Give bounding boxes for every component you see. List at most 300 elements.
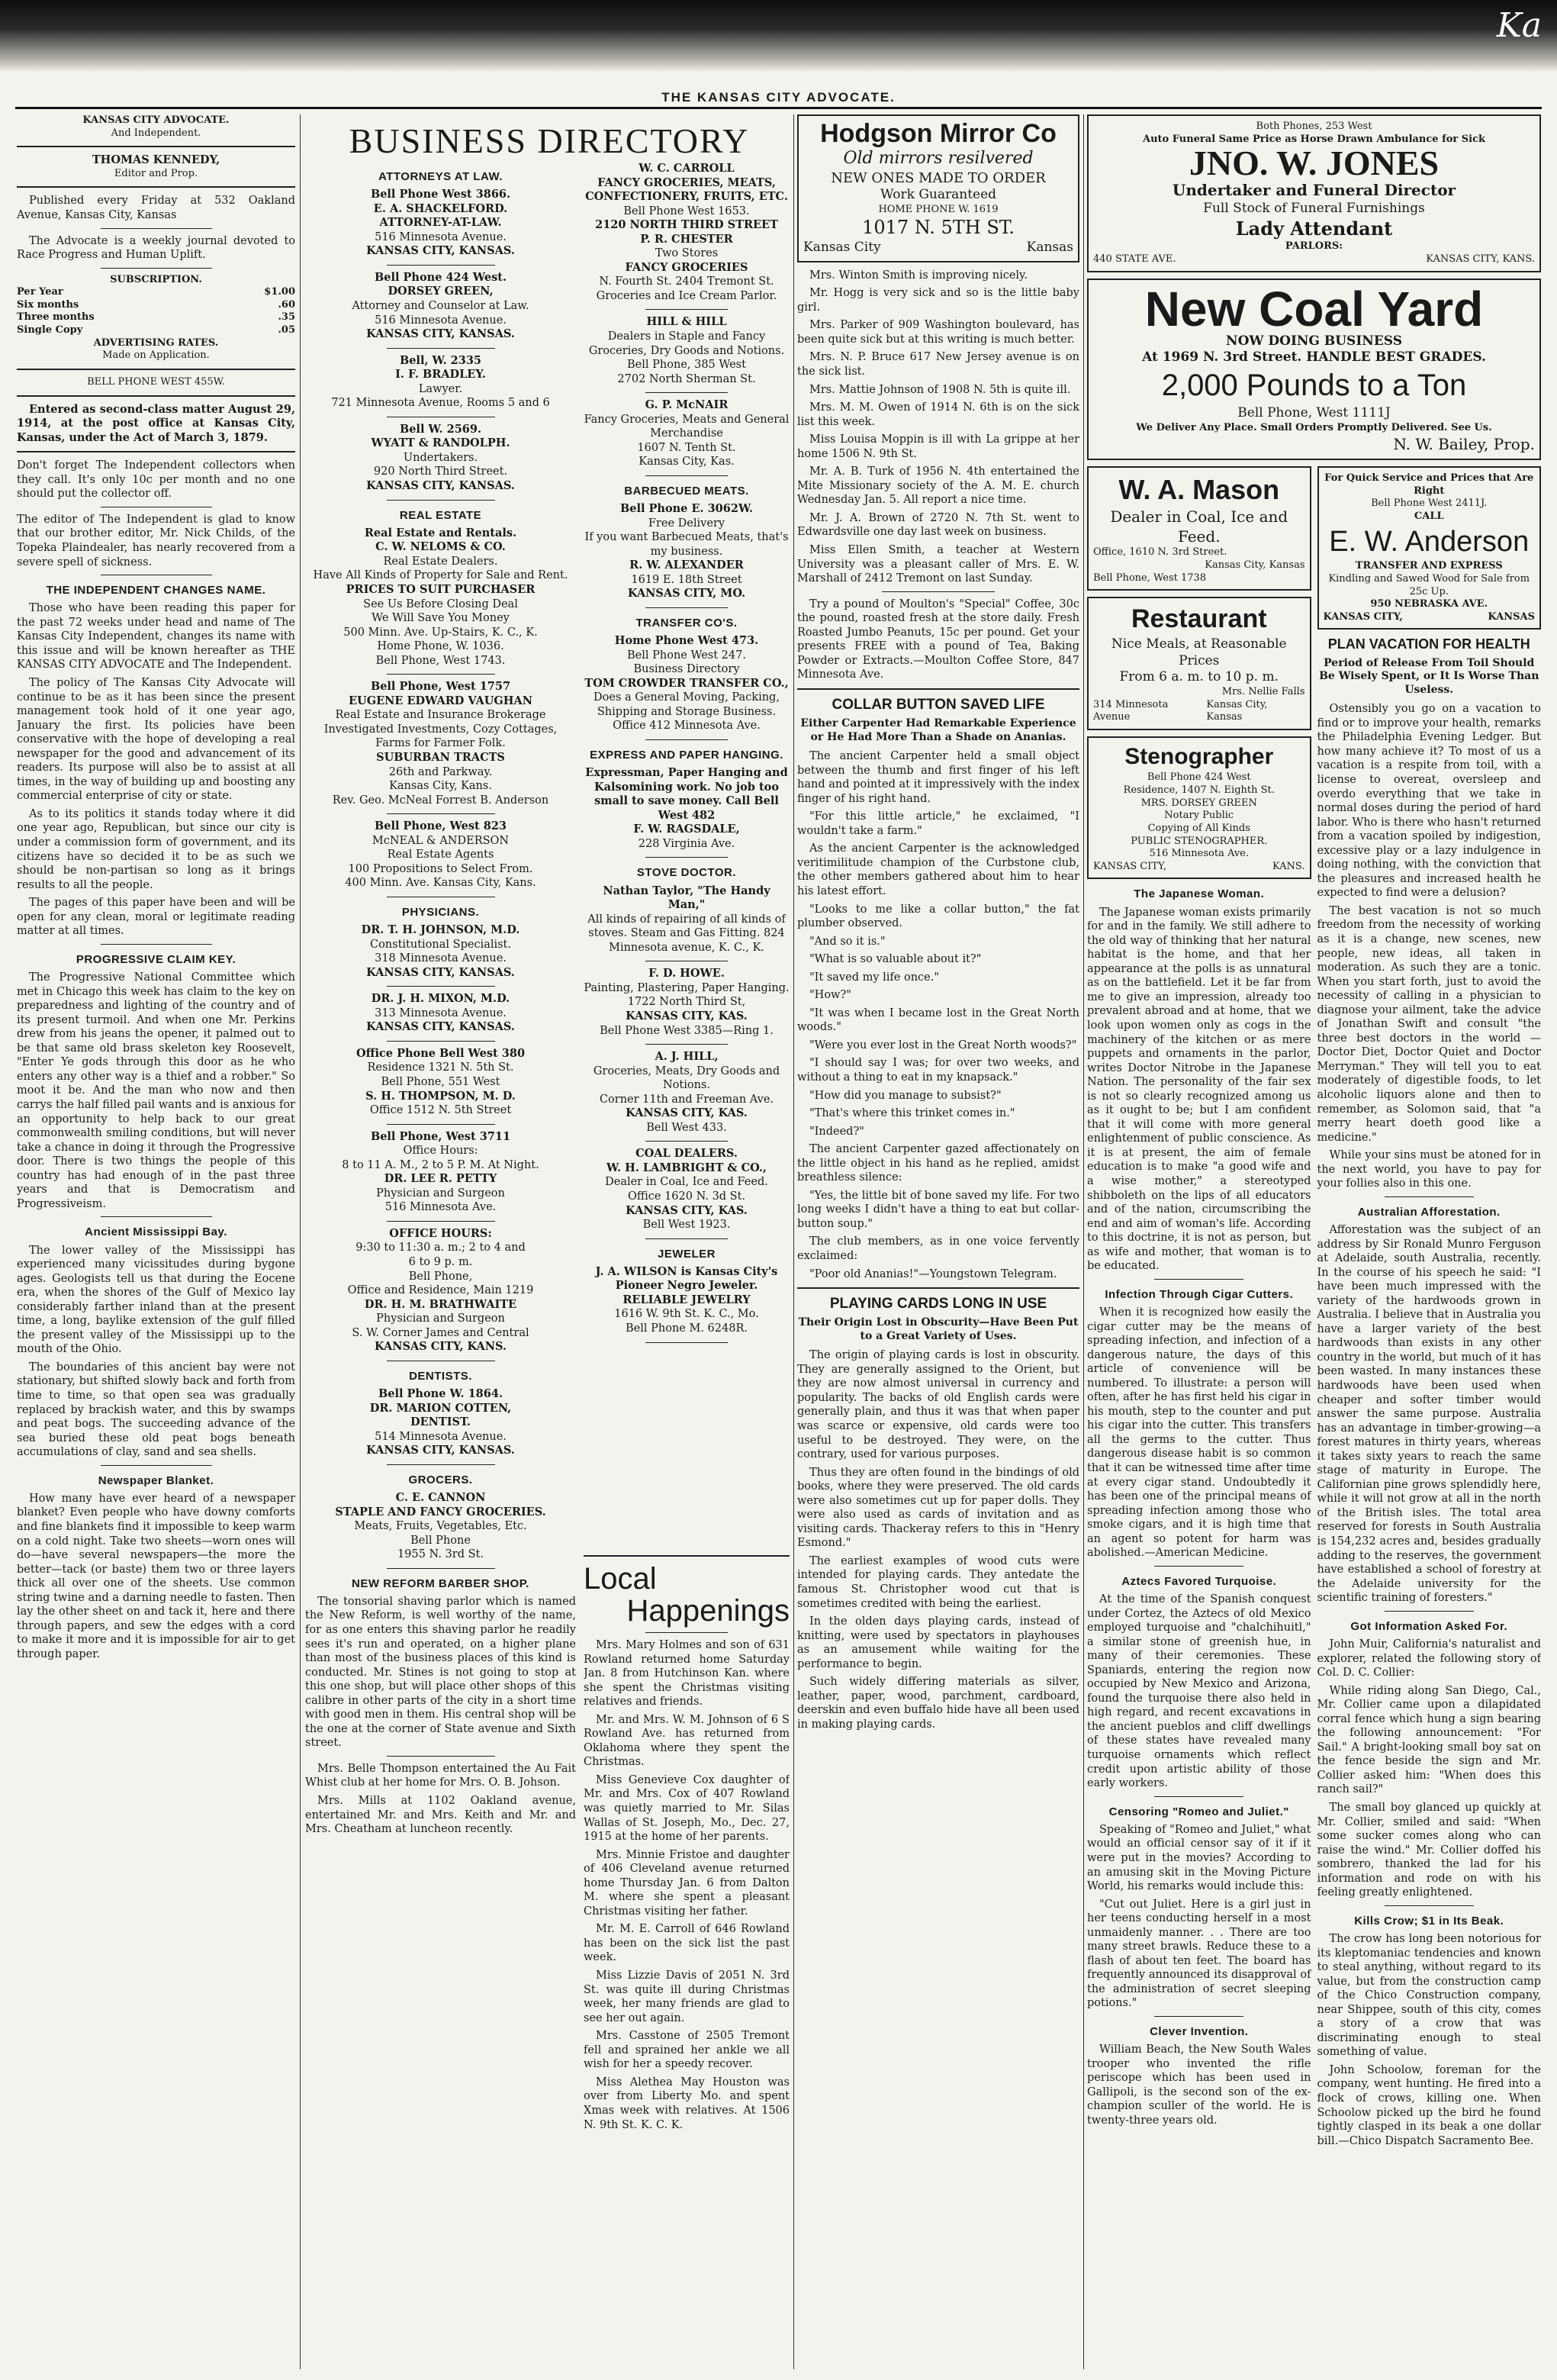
listing-line: KANSAS CITY, KAS.: [626, 1010, 748, 1023]
masthead-subtitle: And Independent.: [111, 127, 201, 139]
ad-name: Hodgson Mirror Co: [820, 119, 1057, 148]
article-paragraph: Speaking of "Romeo and Juliet," what would an official censor say of it if it were put in the movies? According to an amusing skit in the Moving Picture World, his remarks would include this:: [1087, 1823, 1311, 1893]
listing-line: PRICES TO SUIT PURCHASER: [346, 582, 536, 596]
directory-column-left: [305, 114, 576, 2373]
article-paragraph: As to its politics it stands today where it did one year ago, Republican, but since our city is under a commission form of government, and its citizens have so decided it to be as such we should be non-partisan so long as it brings results to all the people.: [17, 807, 295, 891]
listing-line: Bell Phone, West 823: [374, 820, 507, 833]
divider: [387, 265, 495, 266]
divider: [1154, 2016, 1243, 2017]
rate-price: .05: [278, 324, 295, 337]
listing-line: 500 Minn. Ave. Up-Stairs, K. C., K.: [343, 626, 538, 639]
listing-line: Bell Phone West 1653.: [623, 205, 750, 217]
listing-line: Kansas City, Kans.: [389, 780, 492, 793]
directory-listing: [584, 162, 790, 303]
column-5: [1087, 114, 1541, 2373]
listing-line: 2702 North Sherman St.: [617, 372, 756, 385]
article-paragraph: The Progressive National Committee which met in Chicago this week has claim to the key on preparedness and lighting of the country and of its present turmoil. And when one Mr. Perkins drew from his jeans the opener, it palmed out to be that same old brass skeleton key Roosevelt, "Enter Ye gods through this door as he who enters any other way is a thief and a robber." So moot it be. And the man who now and then carrys the half filled pail wants and is anxious for an opportunity to help back to our great commonwealth smiling conditions, but will never take a chance in doing it through the Progressive door. There is two things the people of this country has had enough of in the past three years and that is Democratism and Progressiveism.: [17, 971, 295, 1210]
listing-line: Bell Phone, 385 West: [627, 359, 746, 372]
article-paragraph: When it is recognized how easily the cigar cutter may be the means of spreading infection, and infection of a dangerous nature, the days of this article of convenience will be numbered. To illustrate: a person will often, after he has first held his cigar in his mouth, step to the counter and put his cigar into the cutter. This transfers all the germs to the cutter. Thus dangerous disease habit is so common that it can be witnessed time after time at every cigar stand. Undoubtedly it has been one of the principal means of spreading infection among those who smoke cigars, and it is high time that an agent so potent for harm was abolished.—American Medicine.: [1087, 1306, 1311, 1560]
listing-line: Have All Kinds of Property for Sale and Rent.: [313, 569, 568, 582]
listing-line: E. A. SHACKELFORD.: [373, 201, 508, 215]
article-paragraph: The earliest examples of wood cuts were intended for playing cards. They antedate the famous St. Christopher wood cut that is sometimes credited with being the earliest.: [797, 1554, 1079, 1610]
ad-address: 950 NEBRASKA AVE.: [1370, 598, 1488, 610]
listing-line: McNEAL & ANDERSON: [372, 834, 510, 847]
rate-row: [17, 311, 295, 324]
personal-item: Mr. Hogg is very sick and so is the little baby girl.: [797, 287, 1079, 314]
listing-line: RELIABLE JEWELRY: [622, 1293, 751, 1306]
divider: [645, 475, 728, 476]
personal-item: Miss Ellen Smith, a teacher at Western University was a pleasant caller of Mrs. E. W. Marshall of 2412 Tremont on last Sunday.: [797, 544, 1079, 585]
ad-state: KANS.: [1272, 860, 1305, 872]
article-paragraph: "Cut out Juliet. Here is a girl just in her teens conducting herself in a most unmaidenly manner. . . There are too many street brawls. Reduce these to a flash of about ten feet. The board has frequently announced its disapproval of the administration of secret sleeping potions.": [1087, 1898, 1311, 2010]
local-title-2: Happenings: [626, 1594, 790, 1628]
listing-line: KANSAS CITY, KANSAS.: [366, 1444, 515, 1457]
article-title: PLAYING CARDS LONG IN USE: [829, 1296, 1047, 1312]
ad-city: Kansas City: [803, 239, 881, 255]
divider: [101, 1216, 212, 1217]
listing-line: DORSEY GREEN,: [388, 285, 494, 298]
moulton-ad: Try a pound of Moulton's "Special" Coffee, 30c the pound, roasted fresh at the store daily. Fresh Roasted Jumbo Peanuts, 15c per pound. Get your presents FREE with a pound of Tea, Baking Powder or Extracts.—Moulton Coffee Store, 847 Minnesota Ave.: [797, 597, 1079, 681]
article-paragraph: Those who have been reading this paper for the past 72 weeks under head and name of The Kansas City Independent, changes its name with this issue and will be known hereafter as THE KANSAS CITY ADVOCATE and The Independent.: [17, 602, 295, 671]
article-paragraph: John Schoolow, foreman for the company, went hunting. He fired into a flock of crows, killing one. When Schoolow picked up the bird he found tightly clasped in its beak a one dollar bill.—Chico Dispatch Sacramento Bee.: [1317, 2063, 1541, 2147]
directory-listing: [584, 1265, 790, 1336]
ad-line: MRS. DORSEY GREEN: [1140, 797, 1257, 809]
article-paragraph: "It was when I became lost in the Great North woods.": [797, 1006, 1079, 1034]
listing-line: Painting, Plastering, Paper Hanging.: [584, 981, 790, 994]
directory-listing: [584, 884, 790, 955]
coal-yard-ad: [1087, 279, 1541, 461]
article-paragraph: Ostensibly you go on a vacation to find or to improve your health, remarks the Philadelphia Evening Ledger. But how many achieve it? To most of us a vacation is a respite from toil, with a license to overeat, oversleep and overdo everything that we take in normal doses during the period of hard labor. Who is there who hasn't returned from a vacation spoiled by indigestion, excessive play or a lazy indulgence in doing nothing, with the conviction that the pleasures and increased health he expected to find were a delusion?: [1317, 703, 1541, 900]
article-paragraph: "It saved my life once.": [809, 971, 940, 984]
article-paragraph: "How did you manage to subsist?": [809, 1089, 1002, 1102]
personal-item: Mr. A. B. Turk of 1956 N. 4th entertained the Mite Missionary society of the A. M. E. church Wednesday Jan. 5. All report a nice time.: [797, 465, 1079, 507]
listing-line: N. Fourth St. 2404 Tremont St.: [599, 275, 774, 288]
article-paragraph: The policy of The Kansas City Advocate will continue to be as it has been since the present management took hold of it one year ago, January the first. Its policies have been conservative with the hope of developing a real newspaper for the good and advancement of its readers. Its purpose will also be to assist at all times, in the way of building up and boosting any commercial enterprise of city or state.: [17, 677, 295, 803]
article-dek: Either Carpenter Had Remarkable Experience or He Had More Than a Shade on Ananias.: [800, 717, 1076, 744]
ad-address: 440 STATE AVE.: [1093, 253, 1176, 265]
article-title: Censoring "Romeo and Juliet.": [1108, 1805, 1289, 1818]
rate-row: [17, 286, 295, 299]
rate-label: Single Copy: [17, 324, 83, 337]
divider: [387, 500, 495, 501]
mission-statement: The Advocate is a weekly journal devoted to Race Progress and Human Uplift.: [17, 234, 295, 262]
directory-listing: [584, 766, 790, 851]
article-body: [797, 749, 1079, 1281]
listing-line: Corner 11th and Freeman Ave.: [599, 1093, 774, 1106]
listing-line: Rev. Geo. McNeal Forrest B. Anderson: [332, 794, 549, 807]
listing-line: KANSAS CITY, KANSAS.: [366, 244, 515, 258]
listing-line: FANCY GROCERIES: [625, 260, 748, 274]
rate-row: [17, 299, 295, 312]
divider: [882, 591, 995, 592]
listing-line: KANSAS CITY, KANSAS.: [366, 327, 515, 341]
listing-line: WYATT & RANDOLPH.: [371, 436, 510, 450]
listing-line: I. F. BRADLEY.: [395, 368, 486, 382]
listing-line: OFFICE HOURS:: [389, 1226, 492, 1240]
divider: [1154, 1279, 1243, 1280]
directory-listing: [305, 820, 576, 890]
listing-line: 100 Propositions to Select From.: [348, 862, 533, 875]
column-4: [797, 114, 1079, 2373]
listing-line: Bell Phone,: [408, 1270, 473, 1283]
listing-line: KANSAS CITY, MO.: [627, 587, 746, 601]
rate-label: Per Year: [17, 286, 63, 298]
personal-item: Mrs. M. M. Owen of 1914 N. 6th is on the sick list this week.: [797, 401, 1079, 428]
article-title: Newspaper Blanket.: [98, 1473, 214, 1487]
article-title: Infection Through Cigar Cutters.: [1105, 1287, 1294, 1301]
directory-listing: [305, 188, 576, 259]
listing-line: Bell West 433.: [646, 1121, 727, 1134]
ad-line: PUBLIC STENOGRAPHER.: [1131, 835, 1268, 847]
listing-line: Nathan Taylor, "The Handy Man,": [603, 884, 770, 912]
listing-line: C. E. CANNON: [395, 1490, 486, 1504]
listing-line: S. H. THOMPSON, M. D.: [365, 1089, 516, 1103]
listing-line: Lawyer.: [418, 382, 463, 395]
article-title: PLAN VACATION FOR HEALTH: [1327, 636, 1530, 652]
divider: [387, 1756, 495, 1757]
mason-ad: [1087, 466, 1311, 591]
listing-line: DR. T. H. JOHNSON, M.D.: [361, 923, 520, 937]
listing-line: Office 1620 N. 3d St.: [627, 1190, 746, 1203]
directory-listing: [305, 1227, 576, 1354]
divider: [1154, 1796, 1243, 1797]
local-item: Mrs. Casstone of 2505 Tremont fell and sprained her ankle we all wish for her a speedy recover.: [584, 2030, 790, 2071]
directory-section-heading: BARBECUED MEATS.: [624, 484, 749, 498]
article-paragraph: Afforestation was the subject of an address by Sir Ronald Munro Ferguson at Adelaide, south Australia, recently. In the course of his speech he said: "I have been much impressed with the variety of the hardwoods grown in Australia. I believe that in Australia you have a larger variety of the best hardwoods than exists in any other country in the world, but much of it has been wasted. In many instances these hardwoods have been used when cheaper and softer timber would answer the same purpose. Australia has an advantage in timber-growing—a forest matures in thirty years, whereas it takes sixty years to reach the same stage of maturity in Europe. The Californian pine grows splendidly here, while it will not grow at all in the north of the British isles. The total area reserved for forests in South Australia is 154,232 acres and, besides gradually adding to the reserves, the government have established a school of forestry at the Adelaide university for the scientific training of foresters.": [1317, 1224, 1541, 1605]
listing-line: W. H. LAMBRIGHT & CO.,: [606, 1161, 767, 1174]
listing-line: Kansas City, Kas.: [639, 456, 735, 469]
listing-line: 920 North Third Street.: [373, 465, 508, 478]
article-paragraph: "That's where this trinket comes in.": [809, 1107, 1015, 1120]
ad-line: From 6 a. m. to 10 p. m.: [1119, 669, 1279, 685]
article-title: THE INDEPENDENT CHANGES NAME.: [46, 584, 266, 597]
directory-section-heading: JEWELER: [657, 1247, 716, 1261]
divider: [645, 1632, 728, 1633]
local-item: Mrs. Minnie Fristoe and daughter of 406 Cleveland avenue returned home Thursday Jan. 6 from Dalton M. where she spent a pleasant Christmas visiting her father.: [584, 1848, 790, 1918]
listing-line: Bell Phone 424 West.: [374, 270, 507, 284]
subscription-title: SUBSCRIPTION.: [110, 273, 202, 285]
listing-line: 516 Minnesota Avenue.: [375, 314, 507, 327]
divider: [387, 1568, 495, 1569]
listing-line: 318 Minnesota Avenue.: [375, 952, 507, 965]
ad-name: New Coal Yard: [1144, 281, 1484, 337]
listing-line: KANSAS CITY, KAS.: [626, 1106, 748, 1120]
advertising-title: ADVERTISING RATES.: [93, 337, 219, 349]
divider: [101, 1465, 212, 1466]
directory-section-heading: EXPRESS AND PAPER HANGING.: [590, 748, 783, 762]
divider: [101, 944, 212, 945]
listing-line: 313 Minnesota Avenue.: [375, 1006, 507, 1019]
directory-section-heading: REAL ESTATE: [399, 508, 482, 522]
listing-line: F. D. HOWE.: [648, 967, 725, 981]
jones-ad: [1087, 114, 1541, 272]
listing-line: Office and Residence, Main 1219: [347, 1284, 534, 1297]
ad-line: At 1969 N. 3rd Street. HANDLE BEST GRADES.: [1142, 349, 1486, 366]
ad-line: HOME PHONE W. 1619: [878, 203, 999, 215]
rate-price: .35: [278, 311, 295, 324]
ad-city: KANSAS CITY,: [1093, 860, 1167, 872]
listing-line: 516 Minnesota Ave.: [384, 1201, 497, 1214]
ad-name: E. W. Anderson: [1329, 525, 1530, 558]
article-title: Ancient Mississippi Bay.: [85, 1225, 227, 1239]
masthead-title: KANSAS CITY ADVOCATE.: [82, 114, 230, 126]
article-paragraph: The ancient Carpenter held a small object between the thumb and first finger of his left hand and pointed at it impressively with the index finger of his right hand.: [797, 750, 1079, 805]
ad-line: Auto Funeral Same Price as Horse Drawn Ambulance for Sick: [1143, 133, 1485, 145]
ad-line: TRANSFER AND EXPRESS: [1355, 560, 1503, 572]
note-paragraph: The editor of The Independent is glad to know that our brother editor, Mr. Nick Childs, of the Topeka Plaindealer, has nearly recovered from a severe spell of sickness.: [17, 513, 295, 568]
local-item: Miss Lizzie Davis of 2051 N. 3rd St. was quite ill during Christmas week, her many friends are glad to see her out again.: [584, 1969, 790, 2024]
listing-line: Bell Phone, West 3711: [370, 1129, 511, 1143]
ad-line: CALL: [1414, 510, 1444, 523]
stenographer-ad: [1087, 736, 1311, 879]
listing-line: Residence 1321 N. 5th St.: [367, 1061, 514, 1074]
article-paragraph: William Beach, the New South Wales trooper who invented the rifle periscope which has been used in Gallipoli, is the second son of the ex-champion sculler of the world. He is twenty-three years old.: [1087, 2043, 1311, 2127]
ad-city: Kansas City, Kansas: [1206, 698, 1268, 723]
listing-line: Bell Phone, West 1743.: [375, 654, 506, 667]
listing-line: DR. LEE R. PETTY: [384, 1172, 497, 1186]
editor-name: THOMAS KENNEDY,: [92, 153, 220, 167]
personal-item: Mrs. N. P. Bruce 617 New Jersey avenue is on the sick list.: [797, 351, 1079, 378]
article-title: Aztecs Favored Turquoise.: [1121, 1574, 1277, 1588]
directory-listing: [584, 502, 790, 601]
listing-line: Bell Phone West 3385—Ring 1.: [600, 1024, 774, 1037]
listing-line: If you want Barbecued Meats, that's my business.: [584, 531, 789, 558]
directory-listing: [305, 1387, 576, 1458]
listing-line: 516 Minnesota Avenue.: [375, 230, 507, 243]
listing-line: Two Stores: [655, 247, 719, 260]
listing-line: KANSAS CITY, KANSAS.: [366, 1020, 515, 1034]
listing-line: DR. J. H. MIXON, M.D.: [371, 992, 510, 1006]
divider: [645, 392, 728, 393]
article-paragraph: Such widely differing materials as silver, leather, paper, wood, parchment, cardboard, deerskin and even buffalo hide have all been used in making playing cards.: [797, 1676, 1079, 1731]
listing-line: Real Estate Dealers.: [383, 555, 498, 568]
listing-line: All kinds of repairing of all kinds of stoves. Steam and Gas Fitting. 824 Minnesota avenue, K. C., K.: [587, 913, 786, 954]
ad-line: Nice Meals, at Reasonable Prices: [1111, 636, 1287, 668]
listing-line: Physician and Surgeon: [376, 1312, 505, 1325]
directory-list: [584, 162, 790, 1343]
article-paragraph: The origin of playing cards is lost in obscurity. They are generally assigned to the Orient, but they are now almost universal in currency and popularity. The backs of old English cards were generally plain, and thus it was that when paper was scarce or expensive, old cards were too useful to be destroyed. They were, on the contrary, used for various purposes.: [797, 1349, 1079, 1461]
divider: [387, 1221, 495, 1222]
ad-line: Residence, 1407 N. Eighth St.: [1123, 784, 1275, 797]
ad-line: 516 Minnesota Ave.: [1149, 848, 1249, 860]
article-paragraph: While riding along San Diego, Cal., Mr. Collier came upon a dilapidated corral fence which hung a sign bearing the following announcement: "For Sail." A bright-looking small boy sat on the fence beside the sign and Mr. Collier asked him: "When does this ranch sail?": [1317, 1684, 1541, 1796]
article-paragraph: "I should say I was; for over two weeks, and without a thing to eat in my knapsack.": [797, 1057, 1079, 1084]
listing-line: Attorney and Counselor at Law.: [352, 300, 529, 313]
listing-line: S. W. Corner James and Central: [352, 1326, 529, 1339]
listing-line: Business Directory: [633, 663, 740, 676]
ad-name: JNO. W. JONES: [1189, 143, 1440, 183]
directory-listing: [305, 423, 576, 494]
divider: [387, 1124, 495, 1125]
ad-phone: Bell Phone, West 1738: [1093, 572, 1207, 584]
article-title: The Japanese Woman.: [1134, 887, 1265, 901]
article-paragraph: As the ancient Carpenter is the acknowledged veritimilitude champion of the Curbstone club, the other members gathered about him to hear his latest effort.: [797, 842, 1079, 897]
ad-phone: Bell Phone, West 1111J: [1237, 405, 1391, 421]
directory-listing: [305, 923, 576, 980]
listing-line: Expressman, Paper Hanging and Kalsomining work. No job too small to save money. Call Bell West 482: [585, 766, 788, 822]
directory-listing: [305, 992, 576, 1035]
article-paragraph: The Japanese woman exists primarily for and in the family. We still adhere to the old way of thinking that her natural habitat is the home, and that her appearance at the polls is as unnatural as on the battlefield. Let it be far from me to give an impression, already too prevalent abroad and at home, that we look upon women only as cogs in the machinery of the kitchen or as mere puppets and ornaments in the parlor, writes Doctor Nitrobe in the Japanese Nation. The personality of the fair sex is not so clearly recognized among us as it ought to be; but I am confident that it will come with more general enlightenment of public conscience. As it is at present, the aim of female education is to make "a good wife and a wise mother," a stereotyped shibboleth on the lips of all educators and of the nation, circumscribing the end and aim of woman's life. According to this doctrine, it is not as person, but as wife and mother, that woman is to be educated.: [1087, 906, 1311, 1273]
listing-line: Real Estate and Insurance Brokerage: [335, 709, 546, 722]
listing-line: Bell Phone West 247.: [627, 649, 746, 662]
listing-line: A. J. HILL,: [655, 1050, 719, 1064]
divider: [797, 688, 1079, 690]
directory-listing: [305, 527, 576, 668]
editor-role: Editor and Prop.: [114, 167, 198, 179]
article-paragraph: "Were you ever lost in the Great North woods?": [809, 1039, 1077, 1052]
listing-line: Undertakers.: [403, 451, 478, 464]
personal-item: Miss Louisa Moppin is ill with La grippe at her home 1506 N. 9th St.: [797, 433, 1079, 460]
ad-city: Kansas City, Kansas: [1205, 559, 1305, 572]
listing-line: Investigated Investments, Cozy Cottages, Farms for Farmer Folk.: [323, 723, 558, 750]
personals-list: [797, 269, 1079, 586]
listing-line: Does a General Moving, Packing, Shipping and Storage Business.: [594, 691, 780, 718]
article-paragraph: While your sins must be atoned for in the next world, you have to pay for your follies also in this one.: [1317, 1149, 1541, 1190]
listing-line: ATTORNEY-AT-LAW.: [379, 216, 502, 230]
ad-line: NOW DOING BUSINESS: [1226, 333, 1402, 349]
article-paragraph: "Poor old Ananias!"—Youngstown Telegram.: [809, 1267, 1057, 1280]
ad-proprietor: N. W. Bailey, Prop.: [1393, 434, 1535, 453]
divider: [645, 857, 728, 858]
divider: [17, 451, 295, 452]
listing-line: Bell Phone E. 3062W.: [619, 502, 754, 516]
running-title: THE KANSAS CITY ADVOCATE.: [661, 90, 896, 105]
listing-line: Bell W. 2569.: [399, 422, 482, 436]
directory-listing: [584, 1147, 790, 1232]
listing-line: Meats, Fruits, Vegetables, Etc.: [354, 1520, 527, 1533]
ad-office: Office, 1610 N. 3rd Street.: [1093, 546, 1227, 559]
ad-title: Undertaker and Funeral Director: [1172, 181, 1456, 200]
ad-headline: 2,000 Pounds to a Ton: [1161, 369, 1467, 403]
directory-listing: [584, 967, 790, 1038]
divider: [645, 1238, 728, 1239]
listing-line: Bell Phone: [410, 1534, 471, 1547]
listing-line: KANSAS CITY, KANSAS.: [366, 965, 515, 979]
listing-line: SUBURBAN TRACTS: [376, 750, 505, 764]
listing-line: 1955 N. 3rd St.: [397, 1548, 484, 1561]
divider: [584, 1555, 790, 1557]
listing-line: HILL & HILL: [646, 315, 727, 329]
local-item: Miss Genevieve Cox daughter of Mr. and Mrs. Cox of 407 Rowland was quietly married to Mr. Silas Wallas of St. Joseph, Mo., Dec. 27, 1915 at the home of her parents.: [584, 1773, 790, 1844]
ad-line: Lady Attendant: [1235, 217, 1393, 240]
directory-listing: [305, 680, 576, 807]
article-dek: Period of Release From Toil Should Be Wisely Spent, or It Is Worse Than Useless.: [1319, 656, 1539, 697]
article-title: Clever Invention.: [1150, 2024, 1249, 2038]
personal-item: Mrs. Belle Thompson entertained the Au Fait Whist club at her home for Mrs. O. B. Johson.: [305, 1762, 576, 1789]
divider: [387, 674, 495, 675]
rate-price: $1.00: [264, 286, 295, 298]
directory-section-heading: TRANSFER CO'S.: [635, 616, 738, 630]
article-paragraph: "Indeed?": [809, 1125, 864, 1138]
listing-line: Real Estate and Rentals.: [364, 526, 517, 539]
ad-phone: Bell Phone West 2411J.: [1371, 498, 1488, 510]
ad-line: Copying of All Kinds: [1147, 822, 1250, 834]
listing-line: G. P. McNAIR: [645, 398, 729, 412]
article-paragraph: "For this little article," he exclaimed, "I wouldn't take a farm.": [797, 810, 1079, 837]
local-item: Mr. M. E. Carroll of 646 Rowland has been on the sick list the past week.: [584, 1923, 790, 1964]
article-paragraph: The boundaries of this ancient bay were not stationary, but shifted slowly back and forth from time to time, so that open sea was gradually replaced by brackish water, and this by swamps and peat bogs. The succeeding advance of the sea buried these old peat bogs beneath accumulations of clay, sand and sea shells.: [17, 1361, 295, 1459]
ad-state: Kansas: [1026, 239, 1073, 255]
divider: [17, 395, 295, 397]
article-paragraph: How many have ever heard of a newspaper blanket? Even people who have downy comforts and fine blankets find it impossible to keep warm on a cold night. Take two sheets—worn ones will do—have several newspapers—the more the better—tack (or baste) them two or three layers thick all over one of the sheets. Use common string twine and a darning needle to fasten. Then lay the other sheet on and tack it, here and there through papers, and sew the edges with a cord to make it more and it is impossible for air to get through paper.: [17, 1492, 295, 1660]
listing-line: 514 Minnesota Avenue.: [375, 1430, 507, 1443]
listing-line: Bell Phone West 3866.: [370, 188, 511, 201]
listing-line: Office 1512 N. 5th Street: [369, 1104, 512, 1117]
listing-line: Bell Phone W. 1864.: [378, 1387, 503, 1401]
listing-line: 9:30 to 11:30 a. m.; 2 to 4 and: [355, 1242, 526, 1254]
divider: [645, 739, 728, 740]
rate-row: [17, 324, 295, 337]
listing-line: Office 412 Minnesota Ave.: [613, 720, 761, 733]
note-paragraph: Don't forget The Independent collectors when they call. It's only 10c per month and no one should put the collector off.: [17, 459, 295, 501]
listing-line: 2120 NORTH THIRD STREET: [595, 218, 778, 232]
listing-line: 1722 North Third St,: [627, 996, 746, 1009]
divider: [645, 1044, 728, 1045]
ad-line: Old mirrors resilvered: [843, 148, 1034, 168]
article-paragraph: At the time of the Spanish conquest under Cortez, the Aztecs of old Mexico employed turquoise and "chalchihuitl," a similar stone of greenish hue, in many of their ceremonies. These Spaniards, entering the region now occupied by New Mexico and Arizona, found the turquoise there also held in high regard, and recent excavations in the ancient pueblos and cliff dwellings of these states have revealed many turquoise ornaments which reflect credit upon artistic ability of those early workers.: [1087, 1593, 1311, 1790]
rate-label: Six months: [17, 298, 79, 311]
article-paragraph: The crow has long been notorious for its kleptomaniac tendencies and known to steal anything, without regard to its value, but from the construction camp of the Chico Construction company, near Shippee, south of this city, comes a story of a crow that was discriminating enough to steal something of value.: [1317, 1932, 1541, 2059]
personal-item: Mrs. Mattie Johnson of 1908 N. 5th is quite ill.: [809, 383, 1071, 396]
local-item: Mr. and Mrs. W. M. Johnson of 6 S Rowland Ave. has returned from Oklahoma where they spent the Christmas.: [584, 1713, 790, 1769]
personal-item: Mrs. Mills at 1102 Oakland avenue, entertained Mr. and Mrs. Keith and Mr. and Mrs. Cheatham at luncheon recently.: [305, 1794, 576, 1836]
ad-line: Dealer in Coal, Ice and Feed.: [1110, 507, 1288, 546]
article-paragraph: The small boy glanced up quickly at Mr. Collier, smiled and said: "When some sucker comes along who can raise the wind." Mr. Collier doffed his sombrero, thanked the lad for his information and rode on with his feeling greatly enlightened.: [1317, 1801, 1541, 1899]
directory-section-heading: NEW REFORM BARBER SHOP.: [352, 1576, 529, 1590]
article-title: COLLAR BUTTON SAVED LIFE: [832, 696, 1045, 713]
article-paragraph: John Muir, California's naturalist and explorer, related the following story of Col. D. C. Collier:: [1317, 1638, 1541, 1680]
listing-line: Groceries, Meats, Dry Goods and Notions.: [593, 1064, 780, 1092]
listing-line: Home Phone, W. 1036.: [377, 640, 504, 653]
divider: [1385, 1196, 1474, 1197]
ad-line: Full Stock of Funeral Furnishings: [1203, 200, 1425, 216]
divider: [387, 813, 495, 814]
ad-line: We Deliver Any Place. Small Orders Promptly Delivered. See Us.: [1136, 422, 1492, 433]
listing-line: Constitutional Specialist.: [369, 938, 511, 951]
ad-phones: Both Phones, 253 West: [1256, 121, 1372, 132]
directory-listing: [305, 354, 576, 411]
listing-line: 8 to 11 A. M., 2 to 5 P. M. At Night.: [342, 1158, 539, 1171]
hodgson-ad: [797, 114, 1079, 262]
directory-section-heading: ATTORNEYS AT LAW.: [378, 170, 503, 183]
article-paragraph: The pages of this paper have been and will be open for any clean, moral or legitimate reading matter at all times.: [17, 897, 295, 938]
listing-line: Dealers in Staple and Fancy Groceries, Dry Goods and Notions.: [588, 330, 785, 357]
local-happenings: [584, 1549, 790, 2373]
directory-listing: [305, 271, 576, 342]
local-items: [584, 1638, 790, 2132]
directory-listing: [305, 1047, 576, 1118]
listing-line: Fancy Groceries, Meats and General Merchandise: [584, 413, 790, 440]
divider: [17, 146, 295, 147]
listing-line: KANSAS CITY, KANS.: [375, 1340, 507, 1354]
listing-line: KANSAS CITY, KAS.: [626, 1203, 748, 1217]
local-title-1: Local: [584, 1562, 657, 1596]
article-paragraph: Thus they are often found in the bindings of old books, where they were preserved. The old cards were also sometimes cut up for paper dolls. They were also used as cards of invitation and as visiting cards. Thackeray refers to this in "Henry Esmond.": [797, 1466, 1079, 1550]
ad-line: Kindling and Sawed Wood for Sale from 25c Up.: [1328, 572, 1530, 597]
ad-name: W. A. Mason: [1118, 474, 1280, 506]
rate-label: Three months: [17, 311, 95, 324]
listing-line: DENTIST.: [410, 1415, 471, 1429]
listing-line: See Us Before Closing Deal: [363, 597, 518, 610]
divider: [101, 268, 212, 269]
listing-line: 1607 N. Tenth St.: [637, 441, 736, 454]
listing-line: Home Phone West 473.: [614, 634, 759, 648]
listing-line: Bell Phone M. 6248R.: [626, 1322, 748, 1335]
listing-line: COAL DEALERS.: [635, 1147, 738, 1161]
divider: [387, 1464, 495, 1465]
directory-section-heading: STOVE DOCTOR.: [636, 866, 737, 880]
article-title: Got Information Asked For.: [1350, 1619, 1508, 1633]
